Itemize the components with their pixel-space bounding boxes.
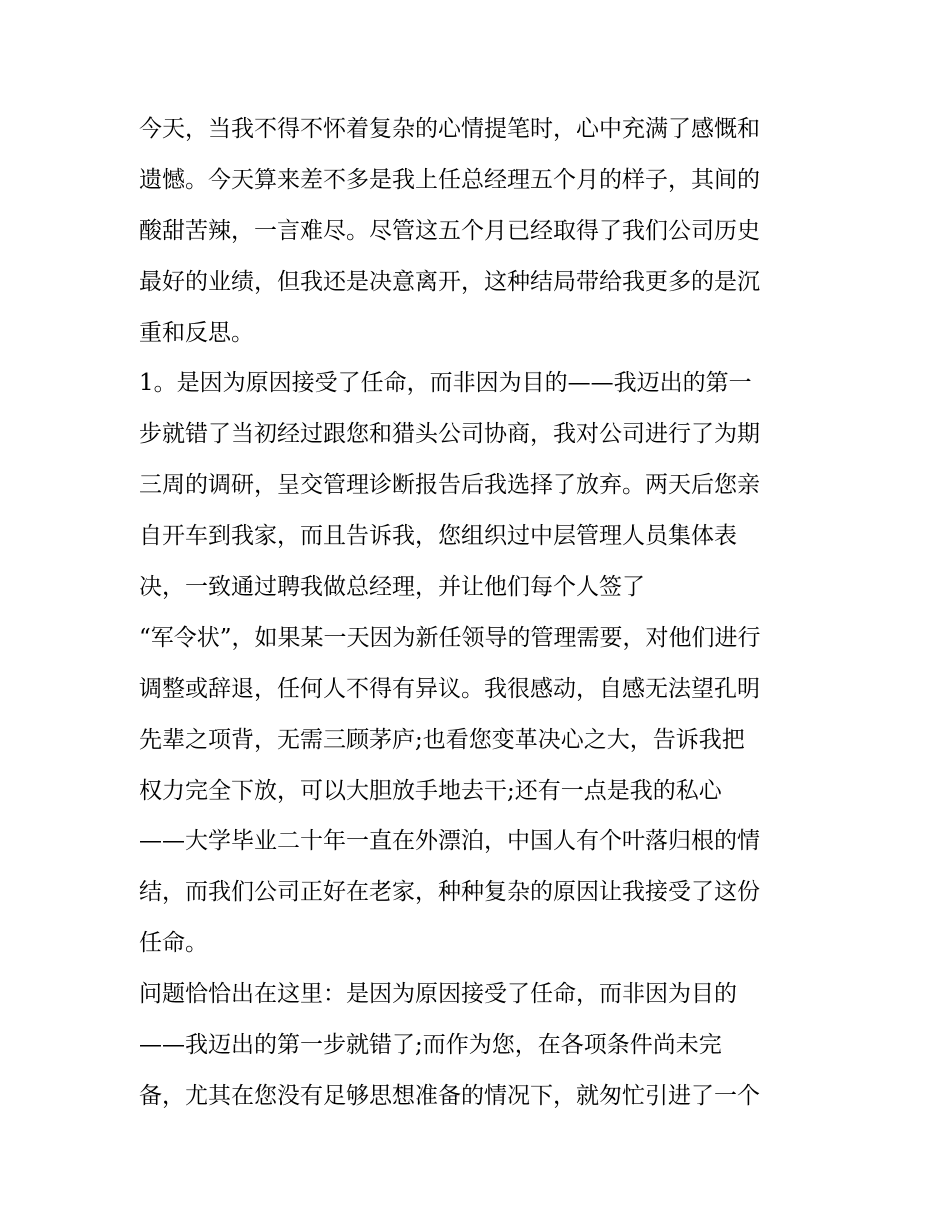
text-line: 权力完全下放，可以大胆放手地去干;还有一点是我的私心 — [139, 777, 722, 804]
text-line: 结，而我们公司正好在老家，种种复杂的原因让我接受了这份 — [139, 879, 760, 906]
text-line: 决，一致通过聘我做总经理，并让他们每个人签了 — [139, 574, 645, 601]
text-line: 调整或辞退，任何人不得有异议。我很感动，自感无法望孔明 — [139, 675, 760, 702]
text-line: 重和反思。 — [139, 319, 254, 346]
text-line: 遗憾。今天算来差不多是我上任总经理五个月的样子，其间的 — [139, 166, 760, 193]
text-line: 三周的调研，呈交管理诊断报告后我选择了放弃。两天后您亲 — [139, 472, 760, 499]
text-line: “军令状”，如果某一天因为新任领导的管理需要，对他们进行 — [139, 624, 761, 651]
body-text — [139, 104, 819, 1122]
text-line: 自开车到我家，而且告诉我，您组织过中层管理人员集体表 — [139, 523, 737, 550]
text-line: 备，尤其在您没有足够思想准备的情况下，就匆忙引进了一个 — [139, 1082, 760, 1109]
text-line: 先辈之项背，无需三顾茅庐;也看您变革决心之大，告诉我把 — [139, 726, 745, 753]
text-line: 1。是因为原因接受了任命，而非因为目的——我迈出的第一 — [139, 370, 752, 397]
text-line: ——大学毕业二十年一直在外漂泊，中国人有个叶落归根的情 — [139, 828, 760, 855]
text-line: 问题恰恰出在这里：是因为原因接受了任命，而非因为目的 — [139, 981, 737, 1008]
text-line: 今天，当我不得不怀着复杂的心情提笔时，心中充满了感慨和 — [139, 116, 760, 142]
text-line: 步就错了当初经过跟您和猎头公司协商，我对公司进行了为期 — [139, 421, 760, 448]
text-line: 最好的业绩，但我还是决意离开，这种结局带给我更多的是沉 — [139, 268, 760, 295]
text-line: 酸甜苦辣，一言难尽。尽管这五个月已经取得了我们公司历史 — [139, 217, 760, 244]
text-line: 任命。 — [139, 930, 208, 957]
text-line: ——我迈出的第一步就错了;而作为您，在各项条件尚未完 — [139, 1032, 722, 1059]
